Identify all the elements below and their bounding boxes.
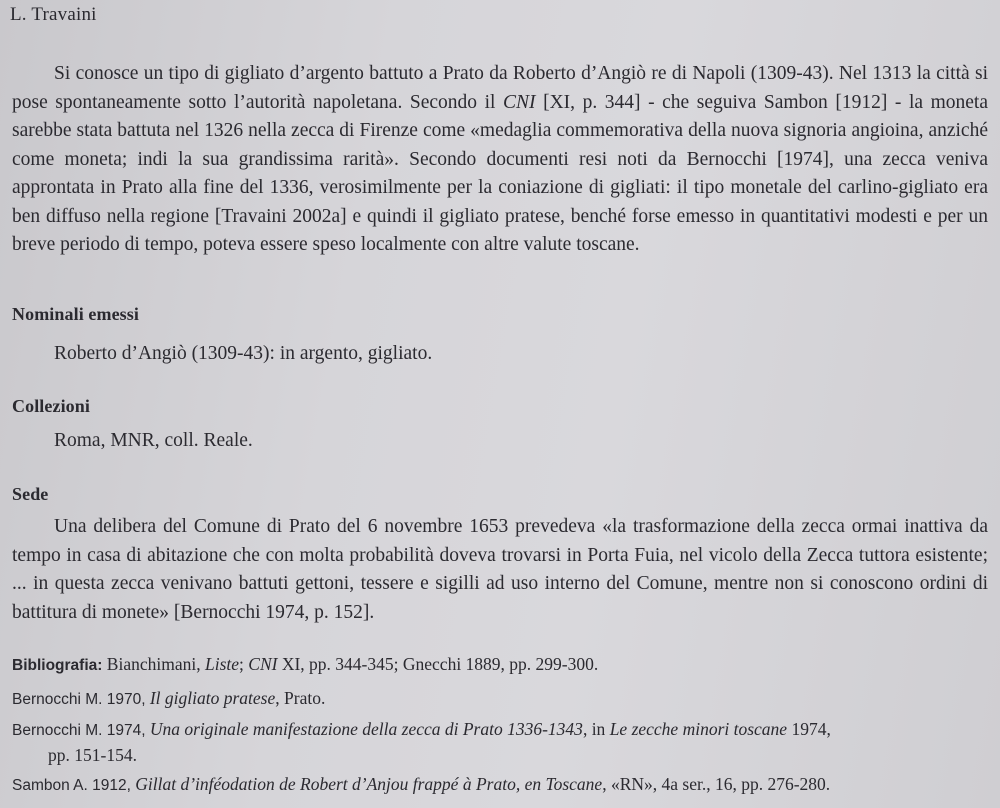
- running-head: L. Travaini: [10, 4, 97, 25]
- intro-cni: CNI: [503, 91, 536, 113]
- bib-text-3: XI, pp. 344-345; Gnecchi 1889, pp. 299-300.: [277, 654, 599, 674]
- collezioni-entry: Roma, MNR, coll. Reale.: [54, 430, 253, 451]
- intro-paragraph: [12, 60, 988, 260]
- bibliography-ref-1: [12, 686, 988, 712]
- nominali-entry: Roberto d’Angiò (1309-43): in argento, gigliato.: [54, 343, 433, 364]
- nominali-heading: Nominali emessi: [12, 304, 139, 324]
- sede-section: [12, 513, 988, 627]
- bib-text-2: ;: [239, 654, 249, 674]
- ref3-rest: , «RN», 4a ser., 16, pp. 276-280.: [602, 774, 831, 794]
- ref2-title: Una originale manifestazione della zecca di Prato 1336-1343: [149, 719, 583, 739]
- ref2-mid: , in: [582, 719, 610, 739]
- ref1-title: Il gigliato pratese: [149, 688, 276, 708]
- sede-paragraph: Una delibera del Comune di Prato del 6 novembre 1653 prevedeva «la trasformazione della zecca ormai inattiva da tempo in casa di abitazione che con molta probabilità doveva trovarsi in Porta Fuia, nel vicolo della Zecca tuttora esistente; ... in questa zecca venivano battuti gettoni, tessere e sigilli ad uso interno del Comune, mentre non si conoscono ordini di battitura di monete» [Bernocchi 1974, p. 152].: [12, 516, 988, 623]
- ref2-rest: 1974,: [787, 719, 831, 739]
- intro-section: [12, 60, 988, 260]
- intro-text-2: [XI, p. 344] - che seguiva Sambon [1912] - la moneta sarebbe stata battuta nel 1326 nella zecca di Firenze come «medaglia commemorativa della nuova signoria angioina, anziché come moneta; indi la sua grandissima rarità». Secondo documenti resi noti da Bernocchi [1974], una zecca veniva approntata in Prato alla fine del 1336, verosimilmente per la coniazione di gigliati: il tipo monetale del carlino-gigliato era ben diffuso nella regione [Travaini 2002a] e quindi il gigliato pratese, benché forse emesso in quantitativi modesti e per un breve periodo di tempo, poteva essere speso localmente con altre valute toscane.: [12, 91, 988, 255]
- ref2-title2: Le zecche minori toscane: [609, 719, 788, 739]
- bib-cni: CNI: [248, 654, 278, 674]
- bib-text-1: Bianchimani,: [102, 654, 205, 674]
- ref1-rest: , Prato.: [275, 688, 326, 708]
- bibliography-ref-3: [12, 772, 988, 798]
- ref3-author: Sambon A. 1912,: [12, 777, 136, 794]
- bibliography-label: Bibliografia:: [12, 657, 103, 674]
- bibliography-summary: [12, 652, 988, 678]
- ref2-author: Bernocchi M. 1974,: [12, 722, 150, 739]
- ref3-title: Gillat d’inféodation de Robert d’Anjou frappé à Prato, en Toscane: [135, 774, 603, 794]
- bib-liste: Liste: [204, 654, 240, 674]
- ref1-author: Bernocchi M. 1970,: [12, 691, 150, 708]
- bibliography-ref-2: [12, 717, 988, 767]
- ref2-continuation: pp. 151-154.: [48, 745, 137, 765]
- collezioni-heading: Collezioni: [12, 396, 90, 416]
- sede-heading: Sede: [12, 484, 49, 504]
- intro-text-1: Si conosce un tipo di gigliato d’argento battuto a Prato da Roberto d’Angiò re di Napoli (1309-43). Nel 1313 la città si pose spontaneamente sotto l’autorità napoletana. Secondo il: [12, 63, 988, 113]
- bibliography-section: [12, 652, 988, 678]
